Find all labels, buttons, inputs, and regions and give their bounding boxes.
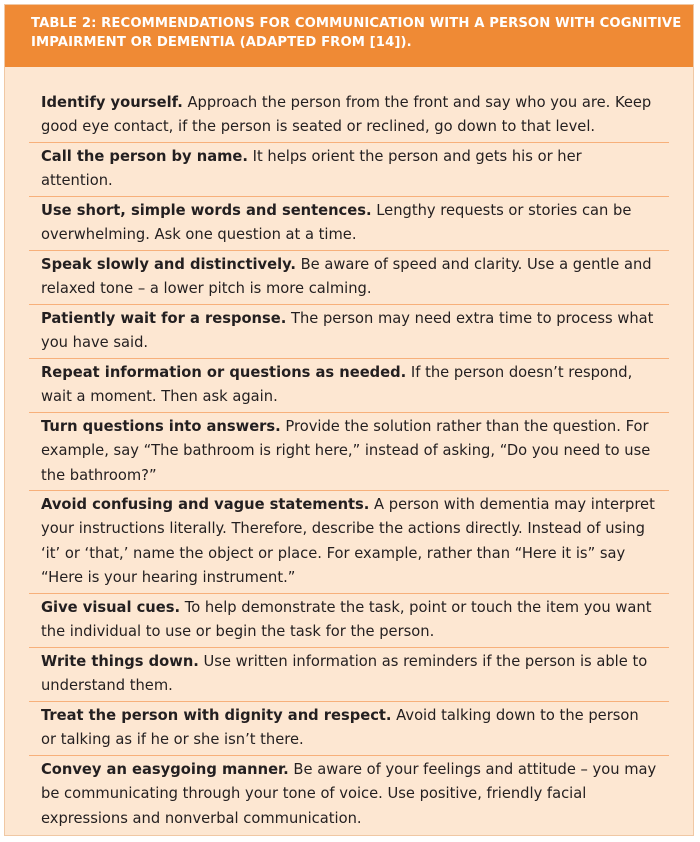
table-row [29, 702, 669, 756]
row-heading: Give visual cues. [41, 599, 181, 616]
table-title-line-2: IMPAIRMENT OR DEMENTIA (ADAPTED FROM [14]). [31, 35, 412, 50]
row-heading: Turn questions into answers. [41, 418, 281, 435]
table-row [29, 756, 669, 834]
table-rows [29, 89, 669, 834]
table-row [29, 143, 669, 197]
table-row [29, 89, 669, 143]
table-row [29, 413, 669, 491]
row-text: To help demonstrate the task, point or touch the item you want the individual to use or begin the task for the person. [41, 599, 652, 641]
row-text: Provide the solution rather than the question. For example, say “The bathroom is right here,” instead of asking, “Do you need to use the bathroom?” [41, 418, 651, 484]
table-row [29, 305, 669, 359]
table-row [29, 251, 669, 305]
table-row [29, 648, 669, 702]
row-text: Use written information as reminders if the person is able to understand them. [41, 653, 648, 695]
row-text: Be aware of your feelings and attitude – you may be communicating through your tone of voice. Use positive, friendly facial expressions and nonverbal communication. [41, 761, 657, 827]
row-heading: Call the person by name. [41, 148, 248, 165]
table-row [29, 491, 669, 594]
row-text: Avoid talking down to the person or talking as if he or she isn’t there. [41, 707, 639, 749]
row-heading: Identify yourself. [41, 94, 183, 111]
table-row [29, 359, 669, 413]
row-text: It helps orient the person and gets his or her attention. [41, 148, 582, 190]
row-heading: Treat the person with dignity and respect. [41, 707, 392, 724]
table-row [29, 197, 669, 251]
row-text: Be aware of speed and clarity. Use a gentle and relaxed tone – a lower pitch is more calming. [41, 256, 652, 298]
recommendations-table [4, 4, 694, 836]
row-text: A person with dementia may interpret your instructions literally. Therefore, describe the actions directly. Instead of using ‘it’ or ‘that,’ name the object or place. For example, rather than “Here it is” say “Here is your hearing instrument.” [41, 496, 655, 587]
row-text: Approach the person from the front and say who you are. Keep good eye contact, if the person is seated or reclined, go down to that level. [41, 94, 652, 136]
row-heading: Convey an easygoing manner. [41, 761, 289, 778]
row-text: The person may need extra time to process what you have said. [41, 310, 654, 352]
row-heading: Patiently wait for a response. [41, 310, 287, 327]
row-heading: Use short, simple words and sentences. [41, 202, 372, 219]
row-text: Lengthy requests or stories can be overwhelming. Ask one question at a time. [41, 202, 632, 244]
row-heading: Write things down. [41, 653, 199, 670]
row-heading: Avoid confusing and vague statements. [41, 496, 370, 513]
table-title-line-1: TABLE 2: RECOMMENDATIONS FOR COMMUNICATION WITH A PERSON WITH COGNITIVE [31, 16, 682, 31]
row-heading: Repeat information or questions as needed. [41, 364, 407, 381]
row-heading: Speak slowly and distinctively. [41, 256, 296, 273]
table-title [5, 5, 693, 67]
table-row [29, 594, 669, 648]
row-text: If the person doesn’t respond, wait a moment. Then ask again. [41, 364, 633, 406]
